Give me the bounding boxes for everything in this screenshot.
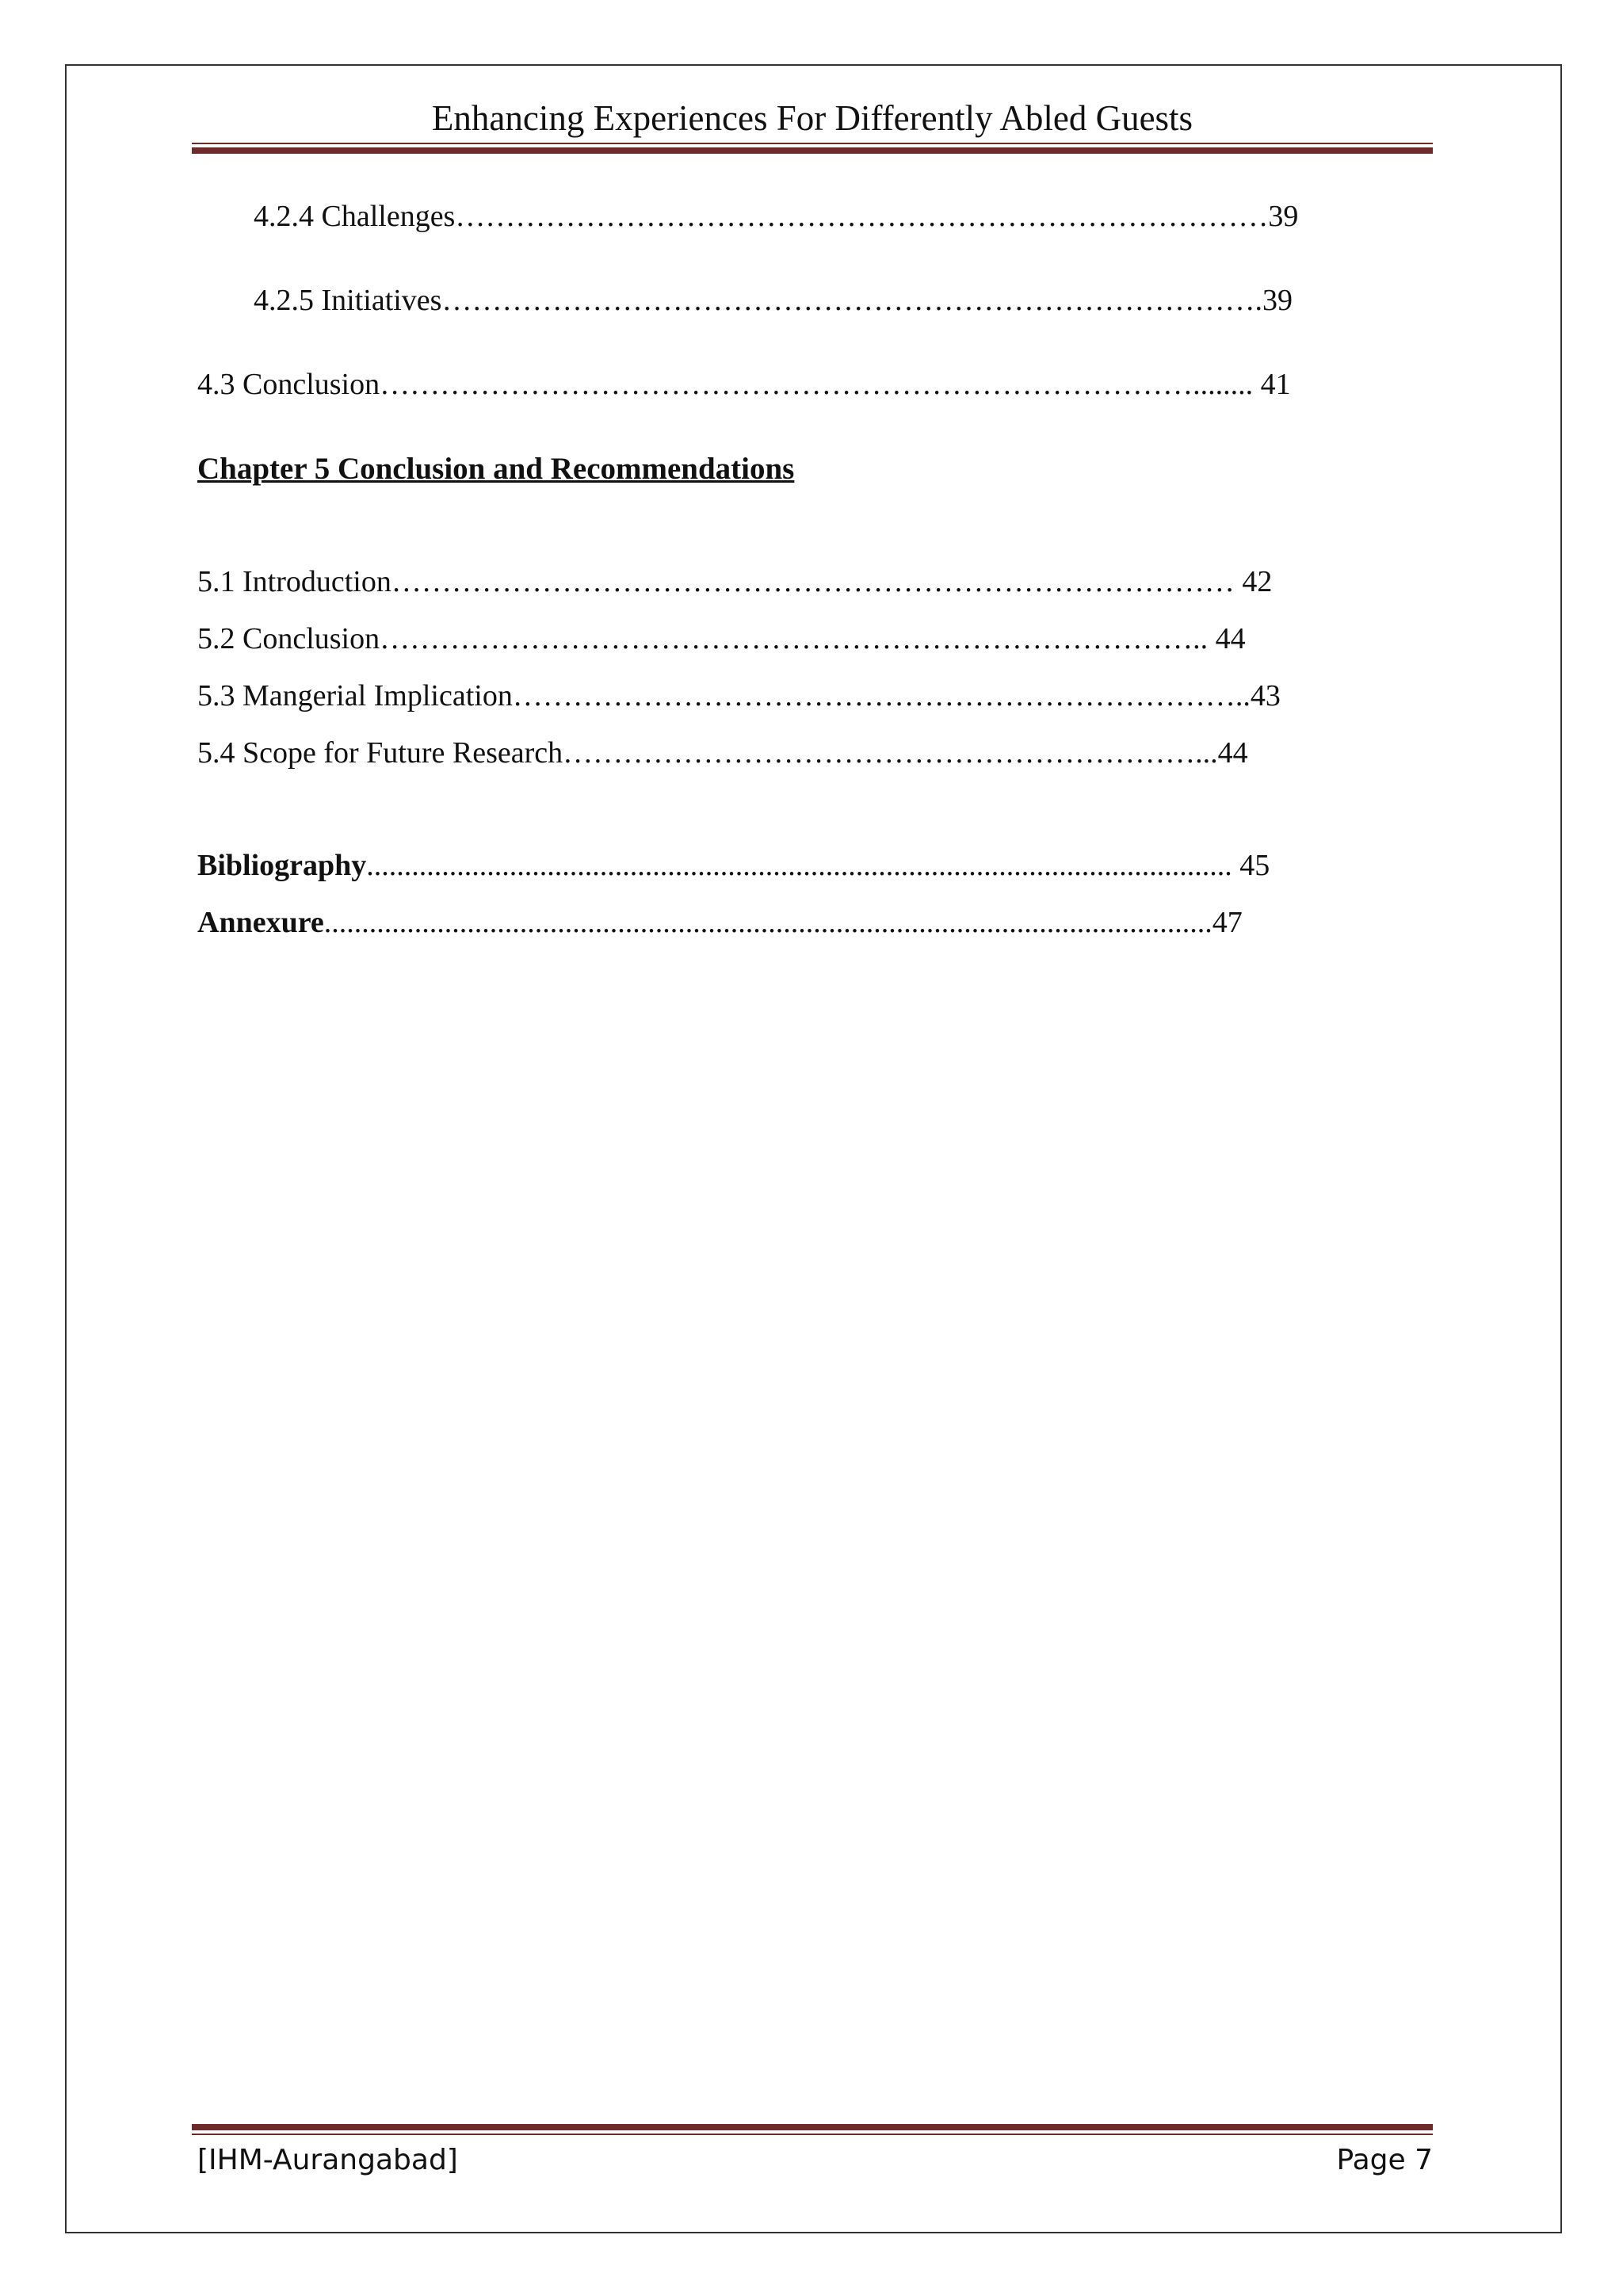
toc-leader-dots: ……………………………………………………………………….. bbox=[380, 622, 1216, 655]
toc-entry-label: Bibliography bbox=[197, 849, 367, 882]
toc-leader-dots: ………………………………………………………………………........ bbox=[380, 368, 1261, 401]
toc-page-number: 39 bbox=[1268, 200, 1299, 233]
toc-entry-label: 5.2 Conclusion bbox=[197, 622, 380, 655]
footer-rule-thick bbox=[192, 2124, 1433, 2130]
toc-entry-label: 4.3 Conclusion bbox=[197, 368, 380, 401]
footer-rule-thin bbox=[192, 2134, 1433, 2135]
toc-leader-dots: ……………………………………………………………….. bbox=[512, 679, 1251, 712]
toc-entry-bibliography[interactable] bbox=[197, 844, 1270, 887]
header-rule-thin bbox=[192, 143, 1433, 144]
toc-entry-label: 4.2.4 Challenges bbox=[254, 200, 456, 233]
footer-page-number: Page 7 bbox=[1336, 2144, 1433, 2176]
toc-leader-dots: ……………………………………………………………………… bbox=[455, 200, 1269, 233]
toc-entry-label: 5.3 Mangerial Implication bbox=[197, 679, 513, 712]
toc-entry-annexure[interactable] bbox=[197, 901, 1243, 944]
chapter-5-heading[interactable]: Chapter 5 Conclusion and Recommendations bbox=[197, 452, 795, 486]
toc-entry-label: 4.2.5 Initiatives bbox=[254, 284, 442, 317]
toc-entry-label: Annexure bbox=[197, 906, 324, 939]
toc-page-number: 43 bbox=[1250, 679, 1281, 712]
toc-leader-dots: ................................................................................................................... bbox=[366, 849, 1240, 882]
toc-leader-dots: ………………………………………………………………………… bbox=[391, 565, 1243, 598]
toc-entry-5-4[interactable] bbox=[197, 732, 1248, 774]
toc-entry-4-2-4[interactable] bbox=[254, 195, 1298, 238]
toc-entry-5-3[interactable] bbox=[197, 674, 1281, 717]
toc-page-number: 45 bbox=[1239, 849, 1270, 882]
toc-entry-4-2-5[interactable] bbox=[254, 279, 1293, 322]
toc-entry-5-2[interactable] bbox=[197, 617, 1246, 660]
toc-leader-dots: ………………………………………………………………………. bbox=[441, 284, 1262, 317]
toc-page-number: 42 bbox=[1242, 565, 1273, 598]
toc-page-number: 44 bbox=[1217, 736, 1248, 770]
toc-entry-label: 5.4 Scope for Future Research bbox=[197, 736, 563, 770]
toc-entry-5-1[interactable] bbox=[197, 560, 1272, 603]
footer-institution: [IHM-Aurangabad] bbox=[197, 2144, 458, 2176]
toc-page-number: 47 bbox=[1212, 906, 1243, 939]
header-title: Enhancing Experiences For Differently Abled Guests bbox=[431, 98, 1193, 138]
toc-entry-label: 5.1 Introduction bbox=[197, 565, 391, 598]
header-rule-thick bbox=[192, 147, 1433, 154]
toc-entry-4-3[interactable] bbox=[197, 363, 1291, 406]
toc-page-number: 41 bbox=[1260, 368, 1291, 401]
toc-page-number: 44 bbox=[1215, 622, 1246, 655]
toc-leader-dots: ………………………………………………………... bbox=[563, 736, 1218, 770]
toc-leader-dots: ...................................................................................................................... bbox=[323, 906, 1212, 939]
toc-page-number: 39 bbox=[1262, 284, 1293, 317]
